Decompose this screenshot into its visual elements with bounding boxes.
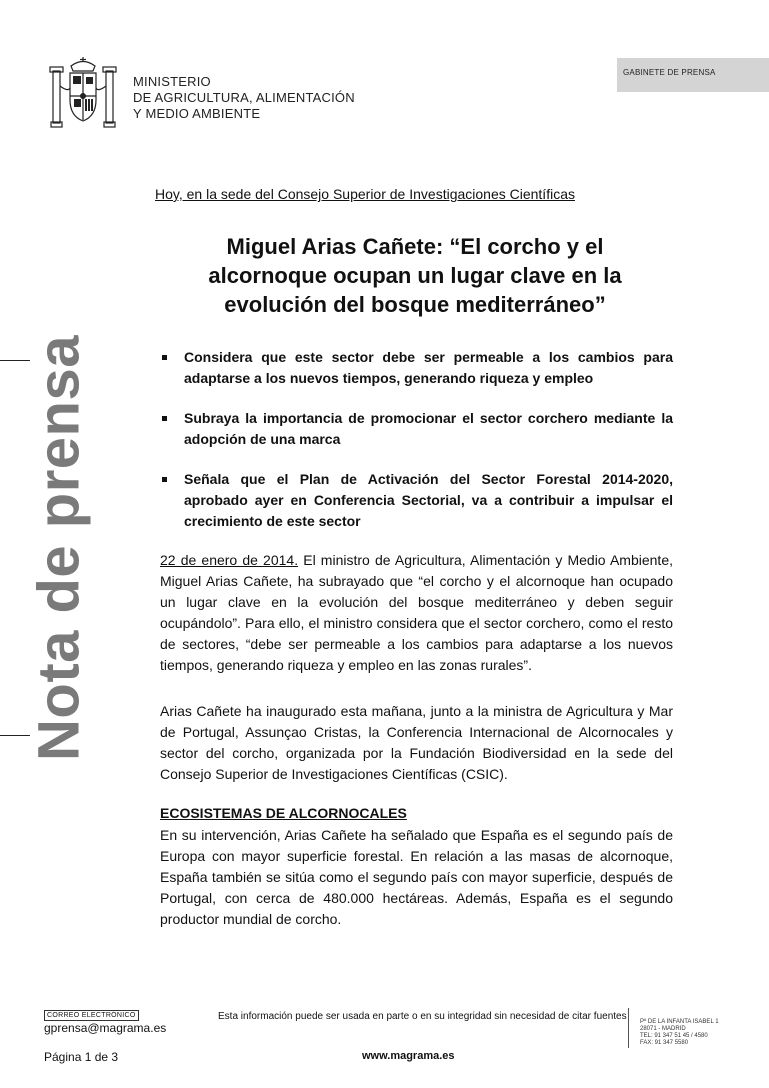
bullet-item (160, 469, 673, 532)
press-office-label: GABINETE DE PRENSA (623, 68, 716, 77)
bullet-marker-icon (162, 477, 167, 482)
ministry-line-1: MINISTERIO (133, 74, 211, 89)
headline-line-2: alcornoque ocupan un lugar clave en la (208, 263, 622, 288)
email-address[interactable]: gprensa@magrama.es (44, 1021, 167, 1035)
paragraph-2: Arias Cañete ha inaugurado esta mañana, junto a la ministra de Agricultura y Mar de Portugal, Assunçao Cristas, la Conferencia Internacional de Alcornocales y sector del corcho, organizada por la Fundación Biodiversidad en la sede del Consejo Superior de Investigaciones Científicas (CSIC). (160, 703, 673, 782)
page-number: Página 1 de 3 (44, 1050, 119, 1064)
email-label: CORREO ELECTRÓNICO (44, 1010, 139, 1021)
side-label-text: Nota de prensa (26, 335, 92, 761)
ministry-line-3: Y MEDIO AMBIENTE (133, 106, 261, 121)
headline-line-1: Miguel Arias Cañete: “El corcho y el (226, 234, 604, 259)
bullet-marker-icon (162, 355, 167, 360)
postal-address (640, 1019, 719, 1047)
footer-divider (628, 1008, 629, 1048)
paragraph-3: En su intervención, Arias Cañete ha señalado que España es el segundo país de Europa con mayor superficie forestal. En relación a las masas de alcornoque, España también se sitúa como el segundo país con mayor superficie, después de Portugal, con cerca de 480.000 hectáreas. Además, España es el segundo productor mundial de corcho. (160, 827, 673, 927)
website-link[interactable]: www.magrama.es (362, 1050, 455, 1062)
paragraph-1-text: El ministro de Agricultura, Alimentación y Medio Ambiente, Miguel Arias Cañete, ha subrayado que “el corcho y el alcornoque han ocupado un lugar clave en la evolución del bosque mediterráneo y deben seguir ocupándolo”. Para ello, el ministro considera que el sector corchero, como el resto de sectores, “debe ser permeable a los cambios para adaptarse a los nuevos tiempos, generando riqueza y empleo en las zonas rurales”. (160, 552, 673, 673)
kicker: Hoy, en la sede del Consejo Superior de Investigaciones Científicas (155, 186, 575, 202)
bullet-marker-icon (162, 416, 167, 421)
section-title: ECOSISTEMAS DE ALCORNOCALES (160, 805, 407, 821)
usage-note: Esta información puede ser usada en parte o en su integridad sin necesidad de citar fuentes (218, 1011, 627, 1022)
coat-of-arms-icon (44, 56, 122, 134)
press-office-tab (617, 58, 769, 92)
bullet-text: Señala que el Plan de Activación del Sector Forestal 2014-2020, aprobado ayer en Conferencia Sectorial, va a contribuir a impulsar el crecimiento de este sector (184, 471, 673, 529)
address-line-4: FAX: 91 347 5580 (640, 1040, 689, 1046)
article-date: 22 de enero de 2014. (160, 552, 299, 568)
bullet-item (160, 347, 673, 389)
bullet-text: Subraya la importancia de promocionar el sector corchero mediante la adopción de una marca (184, 410, 673, 447)
ministry-line-2: DE AGRICULTURA, ALIMENTACIÓN (133, 90, 355, 105)
bullet-text: Considera que este sector debe ser permeable a los cambios para adaptarse a los nuevos tiempos, generando riqueza y empleo (184, 349, 673, 386)
headline-line-3: evolución del bosque mediterráneo” (224, 292, 606, 317)
address-line-1: Pº DE LA INFANTA ISABEL 1 (640, 1019, 719, 1025)
bullet-item (160, 408, 673, 450)
side-label (24, 335, 94, 761)
summary-bullets (160, 347, 673, 551)
paragraph-1 (160, 550, 673, 676)
headline (170, 232, 660, 319)
ministry-name (133, 74, 355, 122)
address-line-3: TEL: 91 347 51 45 / 4580 (640, 1033, 708, 1039)
address-line-2: 28071 - MADRID (640, 1026, 686, 1032)
